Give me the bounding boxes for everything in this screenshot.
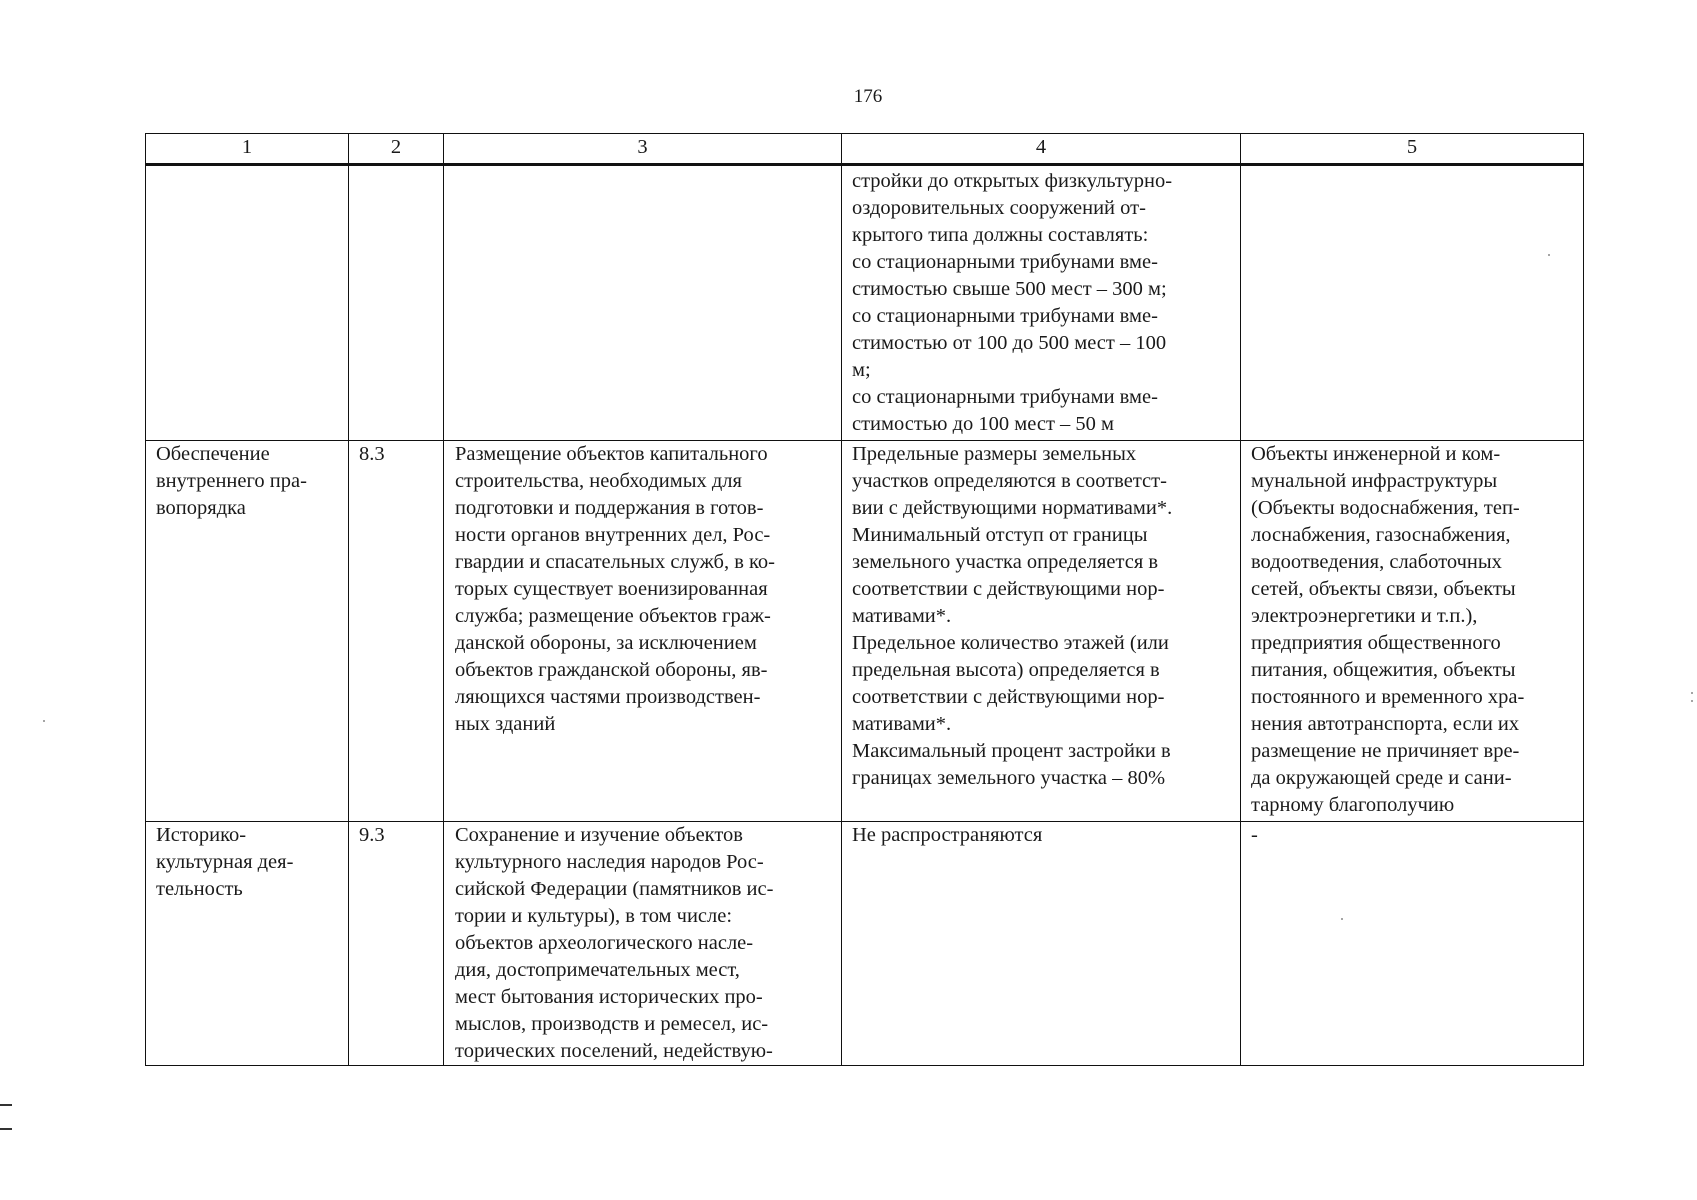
zoning-regulations-table — [145, 133, 1584, 1066]
scan-margin-mark — [0, 1128, 12, 1130]
scan-speck — [1341, 918, 1343, 920]
land-use-code-cell — [349, 165, 444, 441]
table-row — [146, 165, 1584, 441]
auxiliary-uses-cell — [1241, 165, 1584, 441]
land-use-code-cell: 9.3 — [349, 822, 444, 1066]
land-use-name-cell: Обеспечение внутреннего пра- вопорядка — [146, 441, 349, 822]
table-row — [146, 822, 1584, 1066]
land-use-code-cell: 8.3 — [349, 441, 444, 822]
header-col-1: 1 — [146, 134, 349, 165]
parameters-cell: Не распространяются — [842, 822, 1241, 1066]
header-col-3: 3 — [444, 134, 842, 165]
auxiliary-uses-cell: - — [1241, 822, 1584, 1066]
auxiliary-uses-cell: Объекты инженерной и ком- мунальной инфраструктуры (Объекты водоснабжения, теп- лоснабжения, газоснабжения, водоотведения, слаботочных сетей, объекты связи, объекты электроэнергетики и т.п.), предприятия общественного питания, общежития, объекты постоянного и временного хра- нения автотранспорта, если их размещение не причиняет вре- да окружающей среде и сани- тарному благополучию — [1241, 441, 1584, 822]
table-header-row — [146, 134, 1584, 165]
scan-speck — [1691, 700, 1693, 702]
scan-speck — [1548, 254, 1550, 256]
scan-margin-mark — [0, 1104, 12, 1106]
parameters-cell: стройки до открытых физкультурно- оздоровительных сооружений от- крытого типа должны составлять: со стационарными трибунами вме- стимостью свыше 500 мест – 300 м; со стационарными трибунами вме- стимостью от 100 до 500 мест – 100 м; со стационарными трибунами вме- стимостью до 100 мест – 50 м — [842, 165, 1241, 441]
scan-speck — [1691, 692, 1693, 694]
land-use-description-cell — [444, 165, 842, 441]
parameters-cell: Предельные размеры земельных участков определяются в соответст- вии с действующими нормативами*. Минимальный отступ от границы земельного участка определяется в соответствии с действующими нор- мативами*. Предельное количество этажей (или предельная высота) определяется в соответствии с действующими нор- мативами*. Максимальный процент застройки в границах земельного участка – 80% — [842, 441, 1241, 822]
header-col-5: 5 — [1241, 134, 1584, 165]
page-number: 176 — [853, 86, 883, 107]
land-use-name-cell: Историко- культурная дея- тельность — [146, 822, 349, 1066]
land-use-name-cell — [146, 165, 349, 441]
table-row — [146, 441, 1584, 822]
header-col-4: 4 — [842, 134, 1241, 165]
scan-speck — [43, 720, 45, 722]
land-use-description-cell: Размещение объектов капитального строительства, необходимых для подготовки и поддержания в готов- ности органов внутренних дел, Рос- гвардии и спасательных служб, в ко- торых существует военизированная служба; размещение объектов граж- данской обороны, за исключением объектов гражданской обороны, яв- ляющихся частями производствен- ных зданий — [444, 441, 842, 822]
land-use-description-cell: Сохранение и изучение объектов культурного наследия народов Рос- сийской Федерации (памятников ис- тории и культуры), в том числе: объектов археологического насле- дия, достопримечательных мест, мест бытования исторических про- мыслов, производств и ремесел, ис- торических поселений, недействую- — [444, 822, 842, 1066]
header-col-2: 2 — [349, 134, 444, 165]
